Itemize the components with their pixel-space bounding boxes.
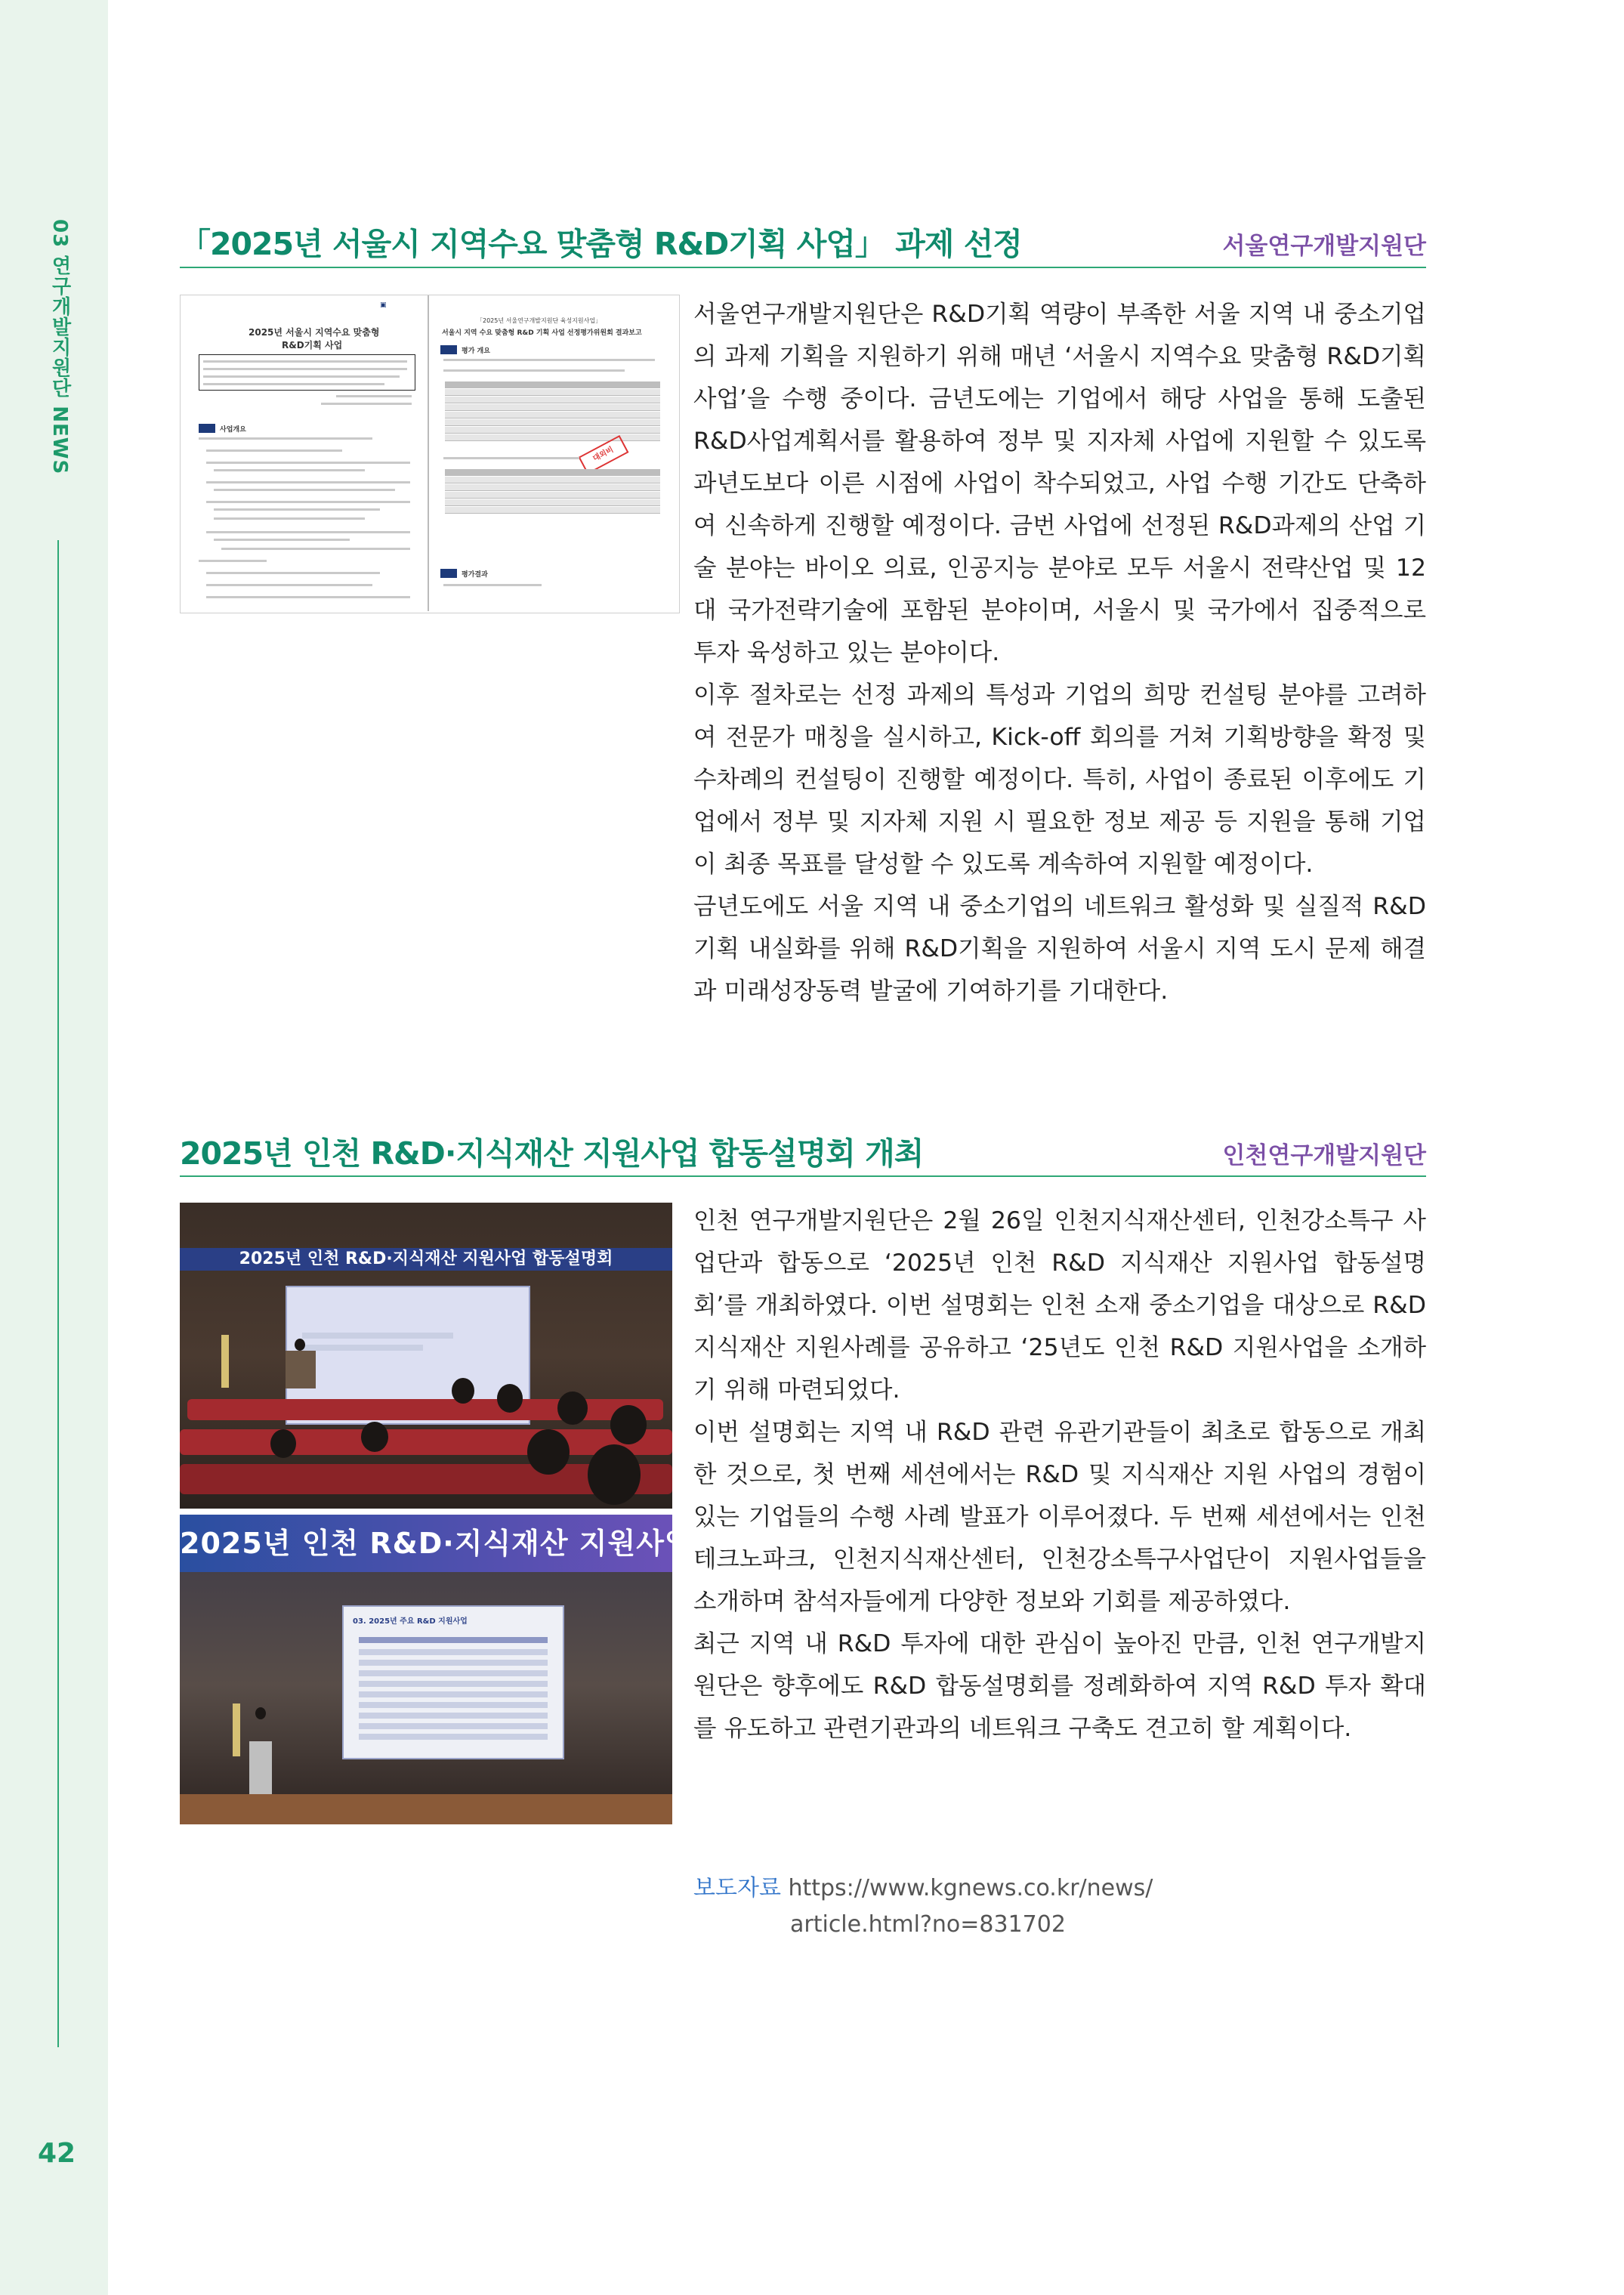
doc-right-title1: 「2025년 서울연구개발지원단 육성지원사업」 [477, 317, 602, 324]
event-photo-2 [180, 1515, 847, 1824]
press-release-url-cont[interactable]: article.html?no=831702 [790, 1911, 1066, 1938]
article1-org: 서울연구개발지원단 [1222, 233, 1426, 260]
article1-body [693, 293, 1426, 1012]
press-release [693, 1870, 1153, 1943]
doc-left-title1: 2025년 서울시 지역수요 맞춤형 [249, 327, 380, 338]
article2-paragraph: 인천 연구개발지원단은 2월 26일 인천지식재산센터, 인천강소특구 사업단과 합동으로 ‘2025년 인천 R&D 지식재산 지원사업 합동설명회’를 개최하였다. 이번 설명회는 인천 소재 중소기업을 대상으로 R&D 지식재산 지원사례를 공유하고 ‘25년도 인천 R&D 지원사업을 소개하기 위해 마련되었다. [693, 1207, 1426, 1404]
article2-body [693, 1200, 1426, 1750]
screen-title: 03. 2025년 주요 R&D 지원사업 [353, 1617, 468, 1626]
press-release-label[interactable]: 보도자료 [693, 1875, 781, 1901]
confidential-stamp: 대외비 [579, 435, 629, 474]
article1-rule [180, 267, 1426, 268]
photo2-banner: 2025년 인천 R&D·지식재산 지원사업 합동설명회 [180, 1515, 672, 1572]
article1-paragraph: 서울연구개발지원단은 R&D기획 역량이 부족한 서울 지역 내 중소기업의 과제 기획을 지원하기 위해 매년 ‘서울시 지역수요 맞춤형 R&D기획 사업’을 수행 중이다. 금년도에는 기업에서 해당 사업을 통해 도출된 R&D사업계획서를 활용하여 정부 및 지자체 사업에 지원할 수 있도록 과년도보다 이른 시점에 사업이 착수되었고, 사업 수행 기간도 단축하여 신속하게 진행할 예정이다. 금번 사업에 선정된 R&D과제의 산업 기술 분야는 바이오 의료, 인공지능 분야로 모두 서울시 전략산업 및 12대 국가전략기술에 포함된 분야이며, 서울시 및 국가에서 집중적으로 투자 육성하고 있는 분야이다. [693, 301, 1426, 666]
article2-org: 인천연구개발지원단 [1222, 1142, 1426, 1169]
article2-paragraph: 최근 지역 내 R&D 투자에 대한 관심이 높아진 만큼, 인천 연구개발지원단은 향후에도 R&D 합동설명회를 정례화하여 지역 R&D 투자 확대를 유도하고 관련기관과의 네트워크 구축도 견고히 할 계획이다. [693, 1630, 1426, 1742]
article1-paragraph: 이후 절차로는 선정 과제의 특성과 기업의 희망 컨설팅 분야를 고려하여 전문가 매칭을 실시하고, Kick-off 회의를 거쳐 기획방향을 확정 및 수차례의 컨설팅이 진행할 예정이다. 특히, 사업이 종료된 이후에도 기업에서 정부 및 지자체 지원 시 필요한 정보 제공 등 지원을 통해 기업이 최종 목표를 달성할 수 있도록 계속하여 지원할 예정이다. [693, 681, 1426, 878]
page-number: 42 [38, 2138, 76, 2169]
article2-title: 2025년 인천 R&D·지식재산 지원사업 합동설명회 개최 [180, 1135, 924, 1172]
press-release-url[interactable]: https://www.kgnews.co.kr/news/ [788, 1875, 1153, 1901]
sidebar-divider [57, 540, 59, 2047]
doc-right-section1: 평가 개요 [462, 347, 490, 355]
photo1-banner: 2025년 인천 R&D·지식재산 지원사업 합동설명회 [180, 1248, 672, 1271]
article2-paragraph: 이번 설명회는 지역 내 R&D 관련 유관기관들이 최초로 합동으로 개최한 것으로, 첫 번째 세션에서는 R&D 및 지식재산 지원 사업의 경험이 있는 기업들의 수행 사례 발표가 이루어졌다. 두 번째 세션에서는 인천테크노파크, 인천지식재산센터, 인천강소특구사업단이 지원사업들을 소개하며 참석자들에게 다양한 정보와 기회를 제공하였다. [693, 1419, 1426, 1615]
sidebar [0, 0, 108, 2295]
doc-right-section2: 평가결과 [462, 571, 488, 579]
article1-title: 「2025년 서울시 지역수요 맞춤형 R&D기획 사업」 과제 선정 [180, 226, 1022, 262]
document-left-page: ▣ 2025년 서울시 지역수요 맞춤형 R&D기획 사업 사업개요 [185, 295, 427, 611]
document-right-page [433, 295, 675, 611]
section-label: 03 연구개발지원단 NEWS [48, 219, 71, 475]
event-photo-1 [180, 1203, 672, 1509]
document-image [180, 295, 680, 613]
article2-rule [180, 1175, 1426, 1177]
doc-left-section: 사업개요 [220, 426, 246, 434]
doc-left-title2: R&D기획 사업 [282, 340, 343, 351]
projection-screen [342, 1605, 564, 1759]
doc-right-title2: 서울시 지역 수요 맞춤형 R&D 기획 사업 선정평가위원회 결과보고 [442, 329, 642, 337]
article1-paragraph: 금년도에도 서울 지역 내 중소기업의 네트워크 활성화 및 실질적 R&D기획 내실화를 위해 R&D기획을 지원하여 서울시 지역 도시 문제 해결과 미래성장동력 발굴에 기여하기를 기대한다. [693, 893, 1426, 1005]
